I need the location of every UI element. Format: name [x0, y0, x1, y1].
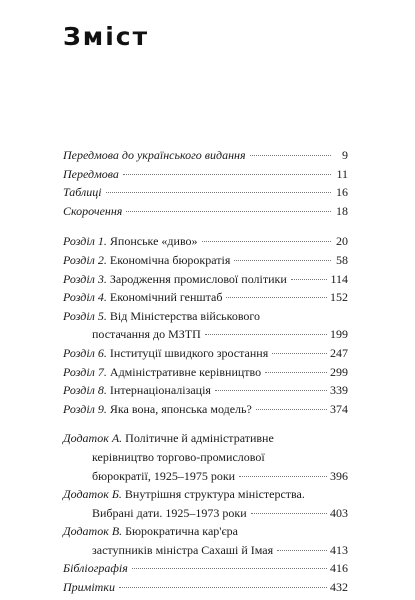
toc-page-number: 152	[330, 290, 348, 305]
toc-page-number: 18	[336, 203, 348, 218]
toc-entry-chapter[interactable]	[63, 232, 348, 251]
chapter-title: Економічний генштаб	[109, 290, 223, 305]
toc-entry-appendix-continued[interactable]	[63, 448, 348, 467]
toc-page-number: 299	[330, 364, 348, 379]
leader-dots	[119, 587, 327, 588]
toc-entry-chapter[interactable]	[63, 363, 348, 382]
chapter-title: Яка вона, японська модель?	[109, 401, 252, 416]
toc-entry-appendix-continued[interactable]	[63, 504, 348, 523]
leader-dots	[123, 174, 331, 175]
leader-dots	[234, 260, 331, 261]
leader-dots	[205, 334, 327, 335]
chapter-title: Від Міністерства військового	[109, 308, 261, 323]
toc-entry-title: Бібліографія	[63, 561, 128, 576]
toc-entry-chapter[interactable]	[63, 307, 348, 326]
toc-entry-front[interactable]	[63, 183, 348, 202]
toc-page-number: 416	[330, 561, 348, 576]
leader-dots	[250, 155, 331, 156]
toc-page-number: 403	[330, 505, 348, 520]
leader-dots	[291, 279, 328, 280]
chapter-title: Адміністративне керівництво	[109, 364, 262, 379]
leader-dots	[126, 211, 331, 212]
toc-page-number: 11	[336, 166, 348, 181]
leader-dots	[106, 192, 331, 193]
chapter-label: Розділ 5.	[63, 308, 107, 323]
appendix-title: Бюрократична кар'єра	[125, 524, 238, 539]
appendix-title: керівництво торгово-промислової	[92, 449, 265, 464]
leader-dots	[272, 353, 327, 354]
toc-page-number: 58	[336, 252, 348, 267]
toc-page-number: 432	[330, 580, 348, 595]
toc-page-number: 413	[330, 542, 348, 557]
toc-entry-front[interactable]	[63, 146, 348, 165]
toc-page-number: 199	[330, 327, 348, 342]
toc-page-number: 247	[330, 345, 348, 360]
chapter-label: Розділ 9.	[63, 401, 107, 416]
contents-heading: Зміст	[63, 22, 150, 51]
toc-entry-title: Скорочення	[63, 203, 123, 218]
toc-page-number: 20	[336, 234, 348, 249]
chapter-label: Розділ 4.	[63, 290, 107, 305]
chapter-title: Інтернаціоналізація	[109, 383, 211, 398]
table-of-contents	[63, 146, 348, 597]
appendix-title: Внутрішня структура міністерства.	[124, 487, 305, 502]
toc-entry-appendix-continued[interactable]	[63, 541, 348, 560]
toc-entry-chapter[interactable]	[63, 344, 348, 363]
toc-entry-chapter[interactable]	[63, 381, 348, 400]
chapter-title: Інституції швидкого зростання	[109, 345, 269, 360]
toc-entry-front[interactable]	[63, 202, 348, 221]
toc-entry-front[interactable]	[63, 165, 348, 184]
toc-entry-title: Передмова до українського видання	[63, 148, 246, 162]
chapter-label: Розділ 2.	[63, 252, 107, 267]
toc-entry-back[interactable]	[63, 559, 348, 578]
toc-entry-chapter-continued[interactable]	[63, 325, 348, 344]
toc-page-number: 9	[342, 148, 348, 162]
toc-entry-title: Передмова	[63, 166, 119, 181]
leader-dots	[215, 390, 327, 391]
leader-dots	[256, 409, 327, 410]
leader-dots	[239, 476, 327, 477]
toc-entry-chapter[interactable]	[63, 400, 348, 419]
toc-entry-title: Таблиці	[63, 185, 102, 200]
chapter-title: Японське «диво»	[109, 234, 198, 249]
chapter-label: Розділ 6.	[63, 345, 107, 360]
toc-page-number: 396	[330, 468, 348, 483]
leader-dots	[202, 241, 331, 242]
toc-entry-chapter[interactable]	[63, 251, 348, 270]
toc-entry-appendix[interactable]	[63, 429, 348, 448]
chapter-title: постачання до МЗТП	[92, 327, 201, 342]
leader-dots	[251, 513, 327, 514]
appendix-title: бюрократії, 1925–1975 роки	[92, 468, 236, 483]
appendix-title: заступників міністра Сахаші й Імая	[92, 542, 274, 557]
chapter-title: Економічна бюрократія	[109, 252, 231, 267]
toc-page-number: 114	[330, 271, 348, 286]
appendix-title: Політичне й адміністративне	[125, 431, 274, 446]
leader-dots	[277, 550, 327, 551]
leader-dots	[265, 372, 327, 373]
chapter-label: Розділ 7.	[63, 364, 107, 379]
toc-page-number: 16	[336, 185, 348, 200]
appendix-title: Вибрані дати. 1925–1973 роки	[92, 505, 247, 520]
chapter-label: Розділ 8.	[63, 383, 107, 398]
toc-entry-chapter[interactable]	[63, 288, 348, 307]
chapter-label: Розділ 3.	[63, 271, 107, 286]
appendix-label: Додаток Б.	[63, 487, 122, 502]
leader-dots	[132, 568, 327, 569]
appendix-label: Додаток В.	[63, 524, 123, 539]
toc-page-number: 339	[330, 383, 348, 398]
chapter-title: Зародження промислової політики	[109, 271, 287, 286]
toc-page-number: 374	[330, 401, 348, 416]
toc-entry-chapter[interactable]	[63, 270, 348, 289]
toc-entry-appendix-continued[interactable]	[63, 467, 348, 486]
toc-entry-appendix[interactable]	[63, 522, 348, 541]
toc-entry-back[interactable]	[63, 578, 348, 597]
toc-entry-appendix[interactable]	[63, 485, 348, 504]
leader-dots	[226, 297, 327, 298]
toc-entry-title: Примітки	[63, 580, 115, 595]
appendix-label: Додаток А.	[63, 431, 123, 446]
chapter-label: Розділ 1.	[63, 234, 107, 249]
